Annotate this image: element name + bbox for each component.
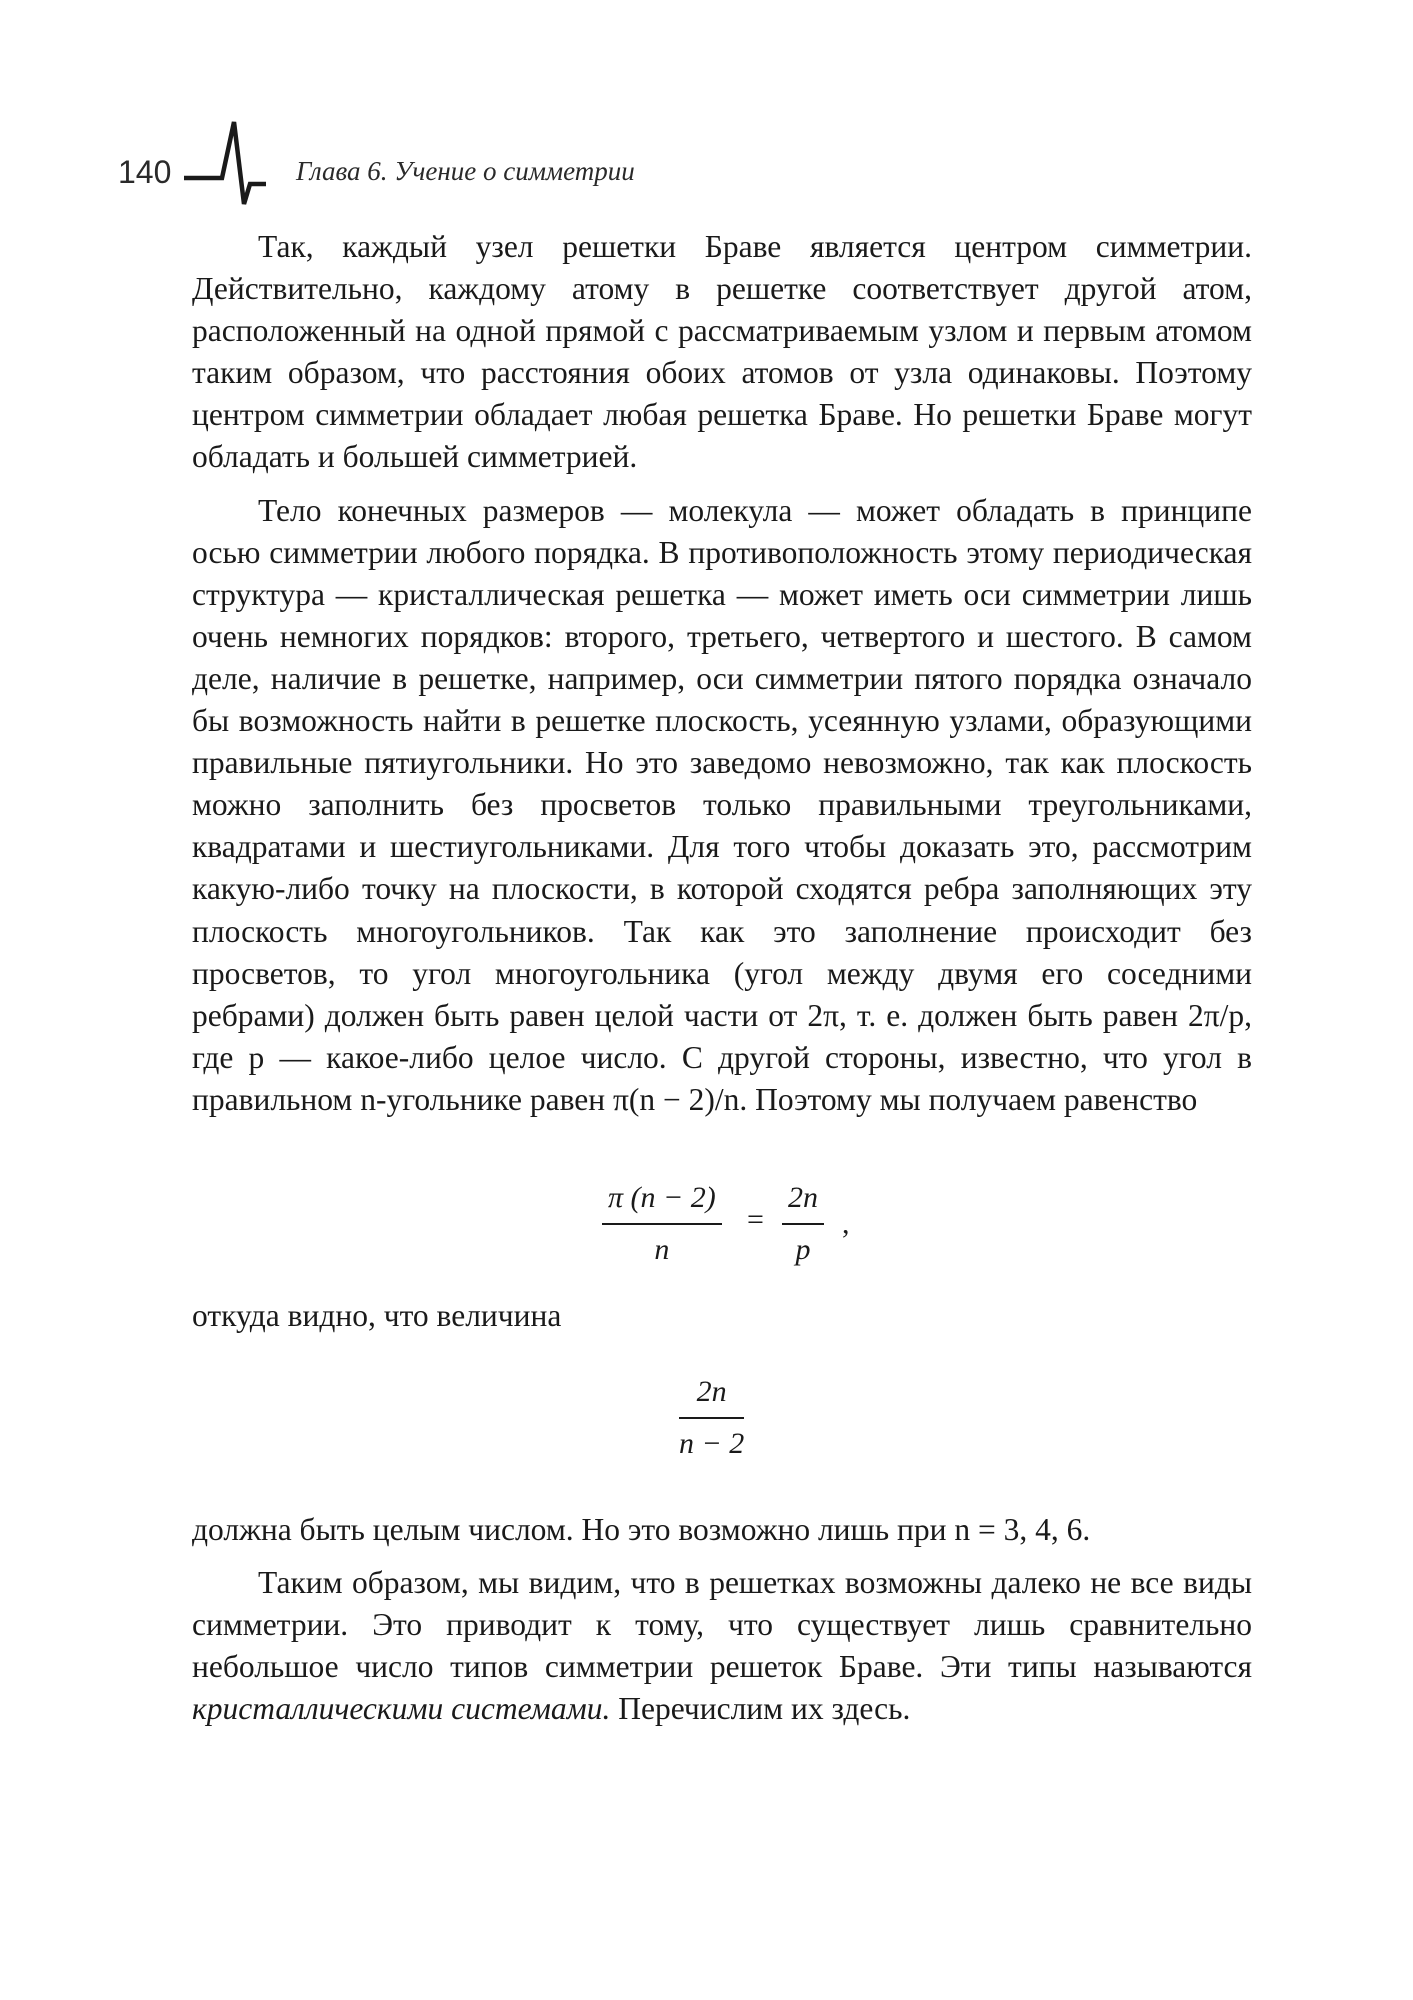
paragraph-1: Так, каждый узел решетки Браве является центром симметрии. Действительно, каждому атому в решетке соответствует другой атом, расположенный на одной прямой с рассматриваемым узлом и первым атомом таким образом, что расстояния обоих атомов от узла одинаковы. Поэтому центром симметрии обладает любая решетка Браве. Но решетки Браве могут обладать и большей симметрией. [192, 229, 1252, 475]
equation-2 [192, 1371, 1252, 1487]
page-number: 140 [118, 154, 172, 190]
final-text-start: Таким образом, мы видим, что в решетках возможны далеко не все виды симметрии. Это приводит к тому, что существует лишь сравнительно небольшое число типов симметрии решеток Браве. Эти типы называются [192, 1565, 1252, 1685]
equation-2-numerator: 2n [679, 1371, 744, 1419]
paragraph-2: Тело конечных размеров — молекула — может обладать в принципе осью симметрии любого порядка. В противоположность этому периодическая структура — кристаллическая решетка — может иметь оси симметрии лишь очень немногих порядков: второго, третьего, четвертого и шестого. В самом деле, наличие в решетке, например, оси симметрии пятого порядка означало бы возможность найти в решетке плоскость, усеянную узлами, образующими правильные пятиугольники. Но это заведомо невозможно, так как плоскость можно заполнить без просветов только правильными треугольниками, квадратами и шестиугольниками. Для того чтобы доказать это, рассмотрим какую-либо точку на плоскости, в которой сходятся ребра заполняющих эту плоскость многоугольников. Так как это заполнение происходит без просветов, то угол многоугольника (угол между двумя его соседними ребрами) должен быть равен целой части от 2π, т. е. должен быть равен 2π/p, где p — какое-либо целое число. С другой стороны, известно, что угол в правильном n-угольнике равен π(n − 2)/n. Поэтому мы получаем равенство [192, 492, 1252, 1117]
text-after-equation-1: откуда видно, что величина [192, 1297, 562, 1333]
equation-1-equals: = [747, 1202, 764, 1236]
main-text [192, 226, 1252, 1742]
equation-1 [192, 1167, 1252, 1277]
term-crystal-systems: кристаллическими системами. [192, 1691, 611, 1727]
equation-2-denominator: n − 2 [679, 1427, 745, 1461]
chapter-title: Глава 6. Учение о симметрии [296, 156, 635, 186]
equation-1-right-numerator: 2n [782, 1177, 824, 1225]
equation-1-left-denominator: n [654, 1233, 670, 1267]
equation-1-left-numerator: π (n − 2) [602, 1177, 722, 1225]
text-after-equation-2: должна быть целым числом. Но это возможно лишь при n = 3, 4, 6. [192, 1512, 1091, 1548]
final-text-end: Перечислим их здесь. [610, 1691, 911, 1727]
equation-1-right-denominator: p [795, 1233, 811, 1267]
paragraph-final [192, 1562, 1252, 1730]
equation-2-fraction [679, 1371, 744, 1465]
equation-1-comma: , [842, 1206, 850, 1240]
pulse-icon [182, 120, 272, 212]
equation-1-right-fraction [782, 1177, 824, 1271]
equation-1-left-fraction [602, 1177, 722, 1271]
page-header [118, 120, 1258, 220]
